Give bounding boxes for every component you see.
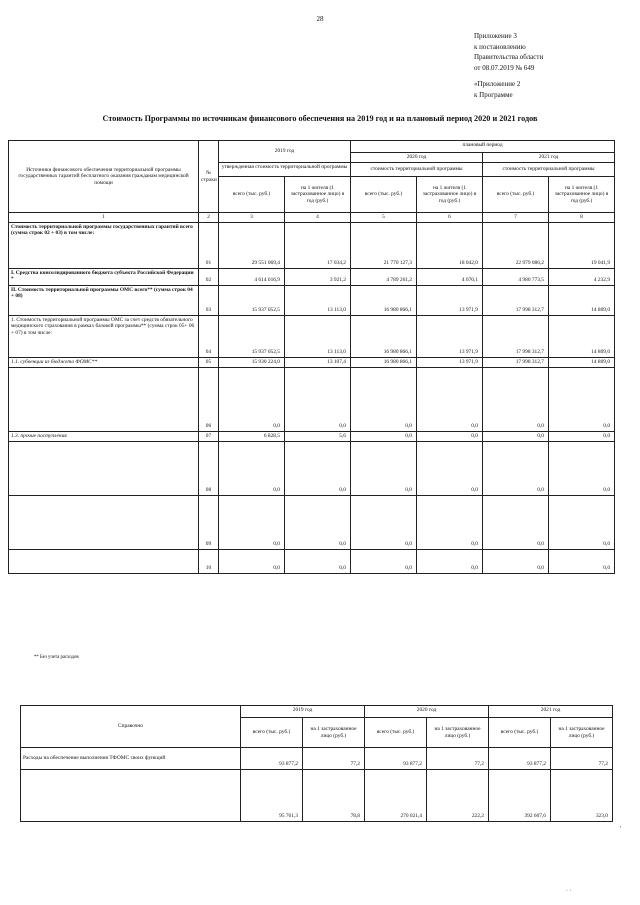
table-row	[9, 222, 615, 268]
cell-value: 17 034,2	[285, 222, 351, 268]
footnote-block-2	[34, 655, 614, 661]
cell-value: 93 877,2	[489, 748, 551, 770]
ref-header-per-insured: на 1 застрахованное лицо (руб.)	[551, 718, 613, 748]
footnote-2-fragment: ** Без учета расходов	[34, 655, 79, 660]
header-total-2021: всего (тыс. руб.)	[483, 177, 549, 213]
cell-value: 0,0	[417, 441, 483, 495]
appendix-line-6: к Программе	[474, 90, 513, 99]
cell-value: 14 809,0	[549, 285, 615, 315]
cell-value: 0,0	[549, 367, 615, 431]
col-num: 6	[417, 213, 483, 223]
ref-header-label: Справочно	[21, 706, 241, 748]
document-title: Стоимость Программы по источникам финансового обеспечения на 2019 год и на плановый период 2020 и 2021 годов	[102, 114, 538, 123]
cell-value: 5,6	[285, 431, 351, 441]
cell-value: 222,2	[427, 770, 489, 822]
table-row	[9, 367, 615, 431]
cell-value: 15 937 052,5	[219, 285, 285, 315]
cell-value: 0,0	[417, 431, 483, 441]
row-label	[9, 441, 199, 495]
cell-value: 0,0	[219, 441, 285, 495]
row-label	[9, 367, 199, 431]
header-planning-period: плановый период	[351, 141, 615, 153]
cell-value: 16 980 866,1	[351, 315, 417, 357]
col-num: 3	[219, 213, 285, 223]
row-label: 1. Стоимость территориальной программы ОМС за счет средств обязательного медицинского страхования в рамках базовой программы** (сумма строк 05+ 06 + 07) в том числе:	[9, 315, 199, 357]
table-row	[9, 268, 615, 285]
cell-value: 0,0	[351, 495, 417, 549]
cell-value: 4 232,9	[549, 268, 615, 285]
main-cost-table	[8, 140, 615, 574]
cell-value: 0,0	[483, 441, 549, 495]
cell-value: 93 877,2	[241, 748, 303, 770]
cell-value: 4 980 773,5	[483, 268, 549, 285]
header-row-no: № строки	[199, 141, 219, 213]
cell-value: 0,0	[351, 549, 417, 573]
col-num: 8	[549, 213, 615, 223]
cell-value: 0,0	[549, 441, 615, 495]
ref-header-total: всего (тыс. руб.)	[489, 718, 551, 748]
header-program-cost-2021: стоимость территориальной программы	[483, 163, 615, 177]
cell-value: 0,0	[285, 441, 351, 495]
table-row	[21, 770, 613, 822]
row-label: II. Стоимость территориальной программы ОМС всего** (сумма строк 04 + 08)	[9, 285, 199, 315]
header-year-2019: 2019 год	[219, 141, 351, 163]
cell-value: 29 551 069,4	[219, 222, 285, 268]
row-code: 07	[199, 431, 219, 441]
cell-value: 17 998 312,7	[483, 315, 549, 357]
ref-header-per-insured: на 1 застрахованное лицо (руб.)	[427, 718, 489, 748]
table-row	[9, 357, 615, 367]
cell-value: 15 930 224,0	[219, 357, 285, 367]
row-code: 03	[199, 285, 219, 315]
ref-row-label	[21, 770, 241, 822]
ref-header-2019: 2019 год	[241, 706, 365, 718]
cell-value: 19 041,9	[549, 222, 615, 268]
col-num: 5	[351, 213, 417, 223]
reference-table	[20, 705, 613, 822]
cell-value: 0,0	[483, 431, 549, 441]
header-year-2021: 2021 год	[483, 153, 615, 163]
cell-value: 16 980 866,1	[351, 285, 417, 315]
appendix-block	[474, 31, 624, 100]
cell-value: 3 921,2	[285, 268, 351, 285]
table-row	[9, 441, 615, 495]
cell-value: 0,0	[219, 495, 285, 549]
cell-value: 77,2	[551, 748, 613, 770]
col-num: 2	[199, 213, 219, 223]
ref-header-total: всего (тыс. руб.)	[365, 718, 427, 748]
cell-value: 0,0	[351, 367, 417, 431]
cell-value: 16 980 866,1	[351, 357, 417, 367]
ref-header-total: всего (тыс. руб.)	[241, 718, 303, 748]
header-per-capita-2020: на 1 жителя (1 застрахованное лицо) в год (руб.)	[417, 177, 483, 213]
cell-value: 392 607,6	[489, 770, 551, 822]
row-code: 09	[199, 495, 219, 549]
cell-value: 15 937 052,5	[219, 315, 285, 357]
cell-value: 77,2	[427, 748, 489, 770]
table-row	[21, 748, 613, 770]
row-label: Стоимость территориальной программы государственных гарантий всего (сумма строк 02 + 03) в том числе:	[9, 222, 199, 268]
header-per-capita-2021: на 1 жителя (1 застрахованное лицо) в год (руб.)	[549, 177, 615, 213]
table-row	[9, 285, 615, 315]
header-total-2019: всего (тыс. руб.)	[219, 177, 285, 213]
appendix-line-3: Правительства области	[474, 53, 544, 61]
cell-value: 13 971,9	[417, 315, 483, 357]
cell-value: 22 979 086,2	[483, 222, 549, 268]
header-year-2020: 2020 год	[351, 153, 483, 163]
row-code: 02	[199, 268, 219, 285]
col-num: 7	[483, 213, 549, 223]
table-row	[9, 549, 615, 573]
header-per-capita-2019: на 1 жителя (1 застрахованное лицо) в год (руб.)	[285, 177, 351, 213]
cell-value: 4 070,1	[417, 268, 483, 285]
cell-value: 13 113,0	[285, 285, 351, 315]
cell-value: 13 107,4	[285, 357, 351, 367]
cell-value: 270 021,4	[365, 770, 427, 822]
cell-value: 14 809,0	[549, 357, 615, 367]
cell-value: 0,0	[219, 549, 285, 573]
appendix-line-1: Приложение 3	[474, 32, 517, 40]
table-row	[9, 495, 615, 549]
cell-value: 77,2	[303, 748, 365, 770]
row-code: 05	[199, 357, 219, 367]
row-code: 06	[199, 367, 219, 431]
appendix-line-2: к постановлению	[474, 42, 526, 51]
cell-value: 0,0	[483, 549, 549, 573]
cell-value: 18 042,0	[417, 222, 483, 268]
cell-value: 0,0	[483, 495, 549, 549]
ref-header-2020: 2020 год	[365, 706, 489, 718]
appendix-line-5: «Приложение 2	[474, 80, 521, 88]
row-label: I. Средства консолидированного бюджета субъекта Российской Федерации *	[9, 268, 199, 285]
cell-value: 0,0	[285, 549, 351, 573]
table-row	[9, 315, 615, 357]
cell-value: 95 761,3	[241, 770, 303, 822]
cell-value: 0,0	[219, 367, 285, 431]
cell-value: 13 971,9	[417, 285, 483, 315]
ref-header-2021: 2021 год	[489, 706, 613, 718]
cell-value: 0,0	[351, 431, 417, 441]
cell-value: 78,8	[303, 770, 365, 822]
cell-value: 17 998 312,7	[483, 357, 549, 367]
ref-header-per-insured: на 1 застрахованное лицо (руб.)	[303, 718, 365, 748]
appendix-line-4: от 08.07.2019 № 649	[474, 63, 535, 72]
header-total-2020: всего (тыс. руб.)	[351, 177, 417, 213]
cell-value: 14 809,0	[549, 315, 615, 357]
cell-value: 0,0	[285, 367, 351, 431]
cell-value: 0,0	[549, 431, 615, 441]
cell-value: 13 113,0	[285, 315, 351, 357]
header-approved-cost: утвержденная стоимость территориальной программы	[219, 163, 351, 177]
cell-value: 0,0	[549, 495, 615, 549]
cell-value: 17 998 312,7	[483, 285, 549, 315]
row-code: 01	[199, 222, 219, 268]
page-number: 28	[316, 15, 324, 23]
cell-value: 0,0	[417, 367, 483, 431]
scan-mark: '	[620, 826, 622, 832]
cell-value: 21 770 127,3	[351, 222, 417, 268]
cell-value: 0,0	[417, 495, 483, 549]
cell-value: 93 877,2	[365, 748, 427, 770]
cell-value: 4 614 016,9	[219, 268, 285, 285]
cell-value: 0,0	[285, 495, 351, 549]
col-num: 1	[9, 213, 199, 223]
header-source: Источники финансового обеспечения территориальной программы государственных гарантий бесплатного оказания гражданам медицинской помощи	[9, 141, 199, 213]
cell-value: 4 789 261,2	[351, 268, 417, 285]
row-label: 1.1. субвенции из бюджета ФОМС**	[9, 357, 199, 367]
header-program-cost-2020: стоимость территориальной программы	[351, 163, 483, 177]
cell-value: 0,0	[351, 441, 417, 495]
cell-value: 13 971,9	[417, 357, 483, 367]
table-row	[9, 431, 615, 441]
row-code: 04	[199, 315, 219, 357]
row-label	[9, 495, 199, 549]
cell-value: 0,0	[483, 367, 549, 431]
cell-value: 6 828,5	[219, 431, 285, 441]
ref-row-label: Расходы на обеспечение выполнения ТФОМС своих функций	[21, 748, 241, 770]
col-num: 4	[285, 213, 351, 223]
row-label	[9, 549, 199, 573]
row-code: 08	[199, 441, 219, 495]
row-label: 1.3. прочие поступления	[9, 431, 199, 441]
cell-value: 0,0	[549, 549, 615, 573]
scan-mark: · ·	[566, 888, 572, 894]
row-code: 10	[199, 549, 219, 573]
cell-value: 323,0	[551, 770, 613, 822]
cell-value: 0,0	[417, 549, 483, 573]
